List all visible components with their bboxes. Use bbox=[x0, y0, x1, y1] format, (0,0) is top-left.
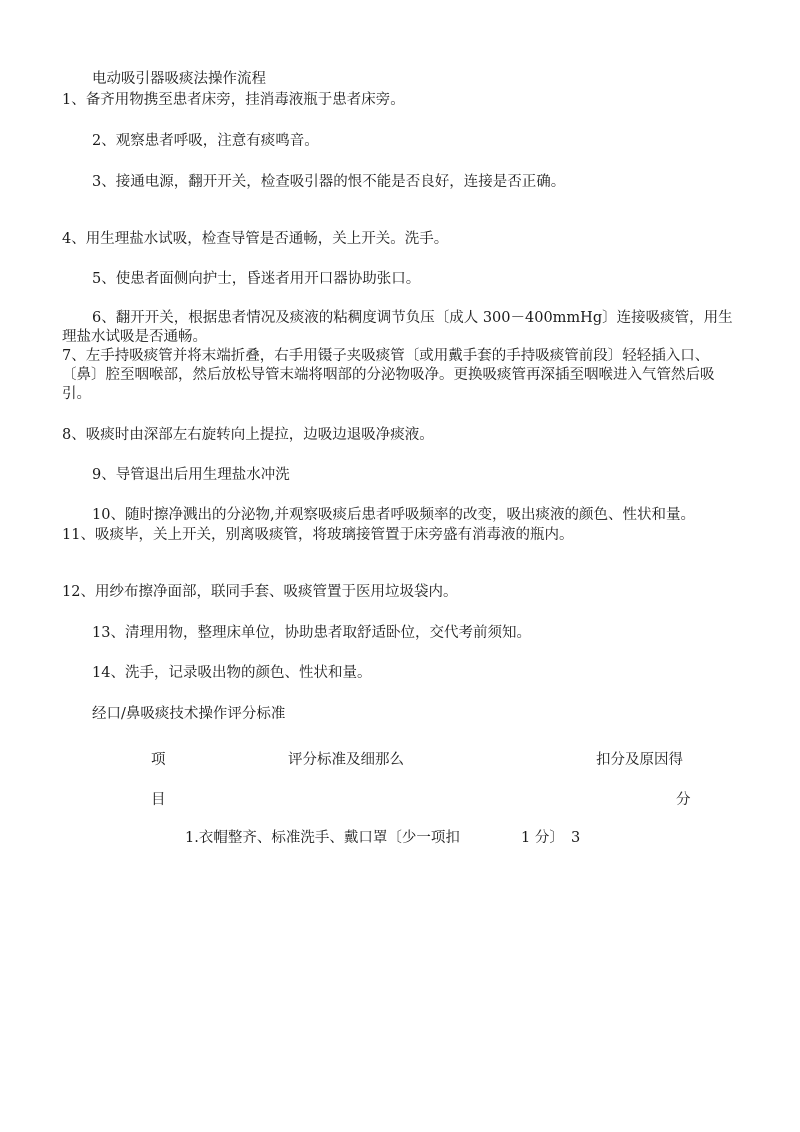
step-13: 13、清理用物，整理床单位，协助患者取舒适卧位，交代考前须知。 bbox=[92, 625, 531, 641]
step-4: 4、用生理盐水试吸，检查导管是否通畅，关上开关。洗手。 bbox=[62, 231, 449, 247]
header-item-line1: 项 bbox=[151, 752, 166, 768]
step-1: 1、备齐用物携至患者床旁，挂消毒液瓶于患者床旁。 bbox=[62, 92, 405, 108]
section2-title: 经口/鼻吸痰技术操作评分标准 bbox=[92, 706, 286, 722]
step-11: 11、吸痰毕，关上开关，别离吸痰管，将玻璃接管置于床旁盛有消毒液的瓶内。 bbox=[62, 527, 574, 543]
step-12: 12、用纱布擦净面部，联同手套、吸痰管置于医用垃圾袋内。 bbox=[62, 584, 458, 600]
step-14: 14、洗手，记录吸出物的颜色、性状和量。 bbox=[92, 665, 372, 681]
step-3: 3、接通电源，翻开开关，检查吸引器的恨不能是否良好，连接是否正确。 bbox=[92, 174, 566, 190]
table-row-1-score: 3 bbox=[571, 830, 581, 846]
step-7: 7、左手持吸痰管并将末端折叠，右手用镊子夹吸痰管〔或用戴手套的手持吸痰管前段〕轻轻插入口、〔鼻〕腔至咽喉部，然后放松导管末端将咽部的分泌物吸净。更换吸痰管再深插至咽喉进入气管然后吸引。 bbox=[62, 348, 715, 402]
header-deduction-line1: 扣分及原因得 bbox=[596, 752, 683, 768]
table-row-1-criteria: 1.衣帽整齐、标准洗手、戴口罩〔少一项扣 bbox=[185, 830, 460, 846]
header-item-line2: 目 bbox=[151, 792, 166, 808]
table-row-1-deduction: 1 分〕 bbox=[521, 830, 564, 846]
header-deduction-line2: 分 bbox=[676, 792, 691, 808]
step-8: 8、吸痰时由深部左右旋转向上提拉，边吸边退吸净痰液。 bbox=[62, 427, 434, 443]
step-2: 2、观察患者呼吸，注意有痰鸣音。 bbox=[92, 133, 319, 149]
step-9: 9、导管退出后用生理盐水冲洗 bbox=[92, 467, 290, 483]
document-title: 电动吸引器吸痰法操作流程 bbox=[92, 71, 266, 87]
step-10: 10、随时擦净溅出的分泌物,并观察吸痰后患者呼吸频率的改变，吸出痰液的颜色、性状和量。 bbox=[92, 507, 696, 523]
header-criteria: 评分标准及细那么 bbox=[288, 752, 404, 768]
step-5: 5、使患者面侧向护士，昏迷者用开口器协助张口。 bbox=[92, 271, 421, 287]
step-6: 6、翻开开关，根据患者情况及痰液的粘稠度调节负压〔成人 300－400mmHg〕连接吸痰管，用生理盐水试吸是否通畅。 bbox=[62, 310, 733, 345]
